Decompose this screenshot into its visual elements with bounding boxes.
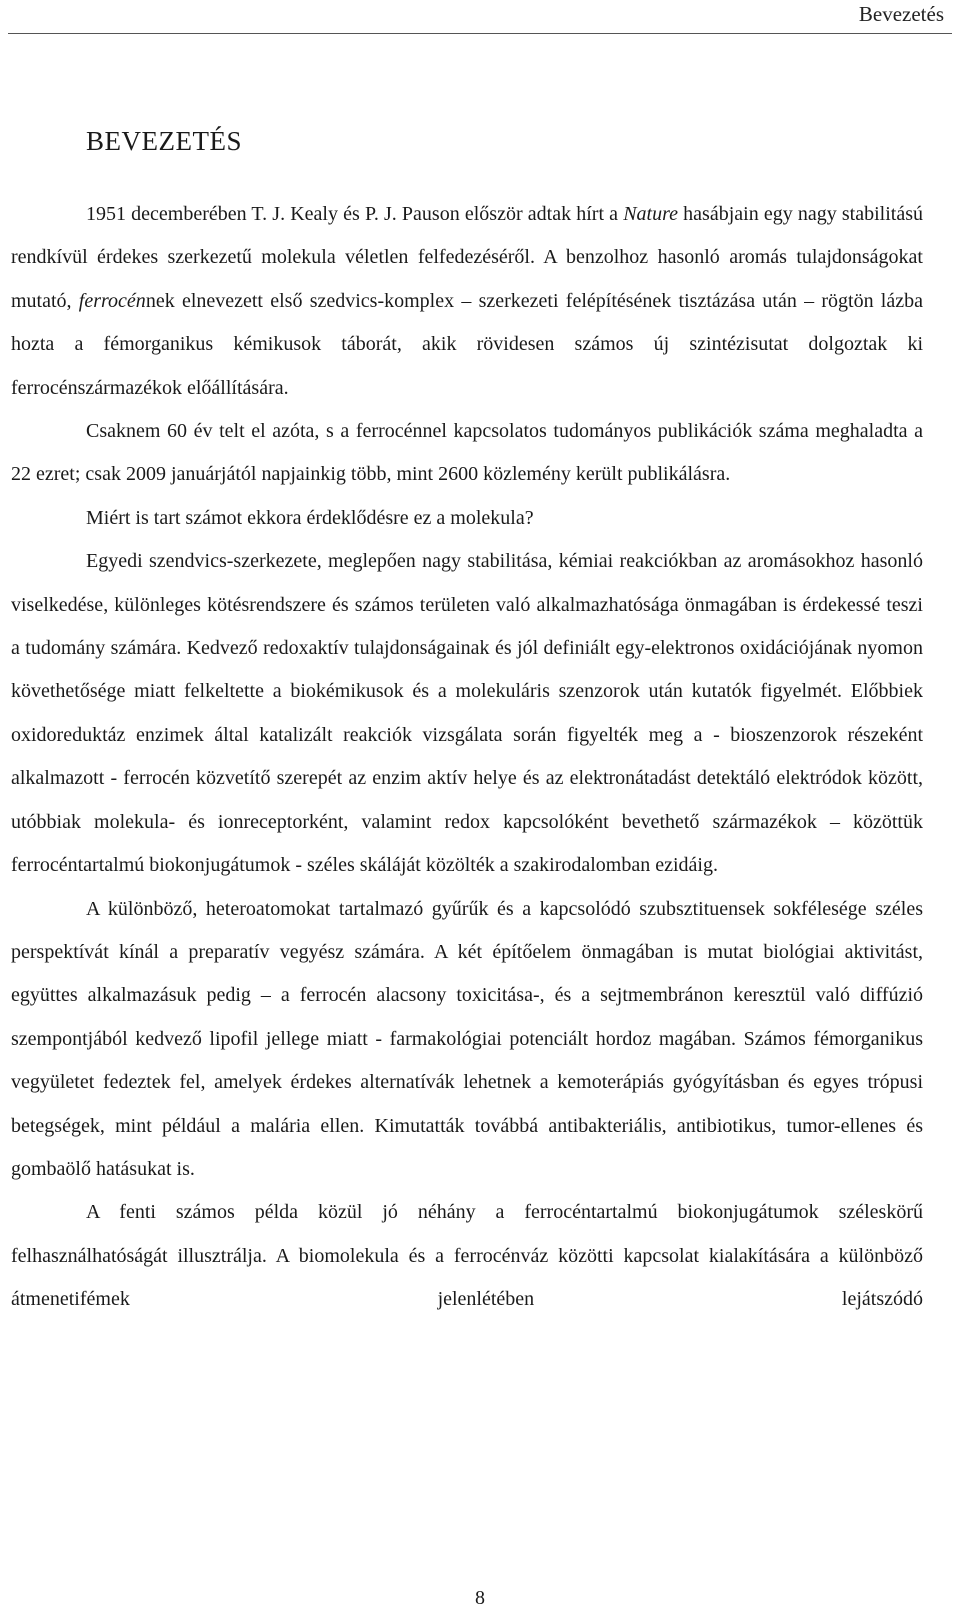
paragraph-6: A fenti számos példa közül jó néhány a ferrocéntartalmú biokonjugátumok széleskörű felhasználhatóságát illusztrálja. A biomolekula és a ferrocénváz közötti kapcsolat kialakítására a különböző átmenetifémek jelenlétében lejátszódó <box>11 1201 923 1311</box>
paragraph-1 <box>11 193 923 410</box>
paragraph-2: Csaknem 60 év telt el azóta, s a ferrocénnel kapcsolatos tudományos publikációk száma meghaladta a 22 ezret; csak 2009 januárjától napjainkig több, mint 2600 közlemény került publikálásra. <box>11 420 923 486</box>
body-text <box>11 193 923 1322</box>
paragraph-1-part-3: nek elnevezett első szedvics-komplex – szerkezeti felépítésének tisztázása után – rögtön lázba hozta a fémorganikus kémikusok táborát, akik rövidesen számos új szintézisutat dolgoztak ki ferrocénszármazékok előállítására. <box>11 289 923 399</box>
running-header <box>0 0 960 34</box>
journal-name-italic: Nature <box>623 203 679 225</box>
paragraph-4: Egyedi szendvics-szerkezete, meglepően nagy stabilitása, kémiai reakciókban az aromásokhoz hasonló viselkedése, különleges kötésrendszere és számos területen való alkalmazhatósága önmagában is érdekessé teszi a tudomány számára. Kedvező redoxaktív tulajdonságainak és jól definiált egy-elektronos oxidációjának nyomon követhetősége miatt felkeltette a biokémikusok és a molekuláris szenzorok után kutatók figyelmét. Előbbiek oxidoreduktáz enzimek által katalizált reakciók vizsgálata során figyelték meg a - bioszenzorok részeként alkalmazott - ferrocén közvetítő szerepét az enzim aktív helye és az elektronátadást detektáló elektródok között, utóbbiak molekula- és ionreceptorként, valamint redox kapcsolóként bevethető származékok – közöttük ferrocéntartalmú biokonjugátumok - széles skáláját közölték a szakirodalomban ezidáig. <box>11 550 923 877</box>
paragraph-5: A különböző, heteroatomokat tartalmazó gyűrűk és a kapcsolódó szubsztituensek sokfélesége széles perspektívát kínál a preparatív vegyész számára. A két építőelem önmagában is mutat biológiai aktivitást, együttes alkalmazásuk pedig – a ferrocén alacsony toxicitása-, és a sejtmembránon keresztül való diffúzió szempontjából kedvező lipofil jellege miatt - farmakológiai potenciált hordoz magában. Számos fémorganikus vegyületet fedeztek fel, amelyek érdekes alternatívák lehetnek a kemoterápiás gyógyításban és egyes trópusi betegségek, mint például a malária ellen. Kimutatták továbbá antibakteriális, antibiotikus, tumor-ellenes és gombaölő hatásukat is. <box>11 897 923 1180</box>
header-divider <box>8 33 952 34</box>
chapter-title: BEVEZETÉS <box>86 126 242 156</box>
page-number: 8 <box>475 1587 485 1609</box>
running-header-title: Bevezetés <box>858 2 944 26</box>
ferrocene-term-italic: ferrocén <box>78 289 146 312</box>
paragraph-3: Miért is tart számot ekkora érdeklődésre ez a molekula? <box>86 506 534 529</box>
paragraph-1-part-2: hasábjain egy nagy stabilitású rendkívül érdekes szerkezetű molekula véletlen felfedezéséről. A benzolhoz hasonló aromás tulajdonságokat mutató, <box>11 203 923 312</box>
paragraph-1-part-1: 1951 decemberében T. J. Kealy és P. J. Pauson először adtak hírt a <box>86 203 624 225</box>
